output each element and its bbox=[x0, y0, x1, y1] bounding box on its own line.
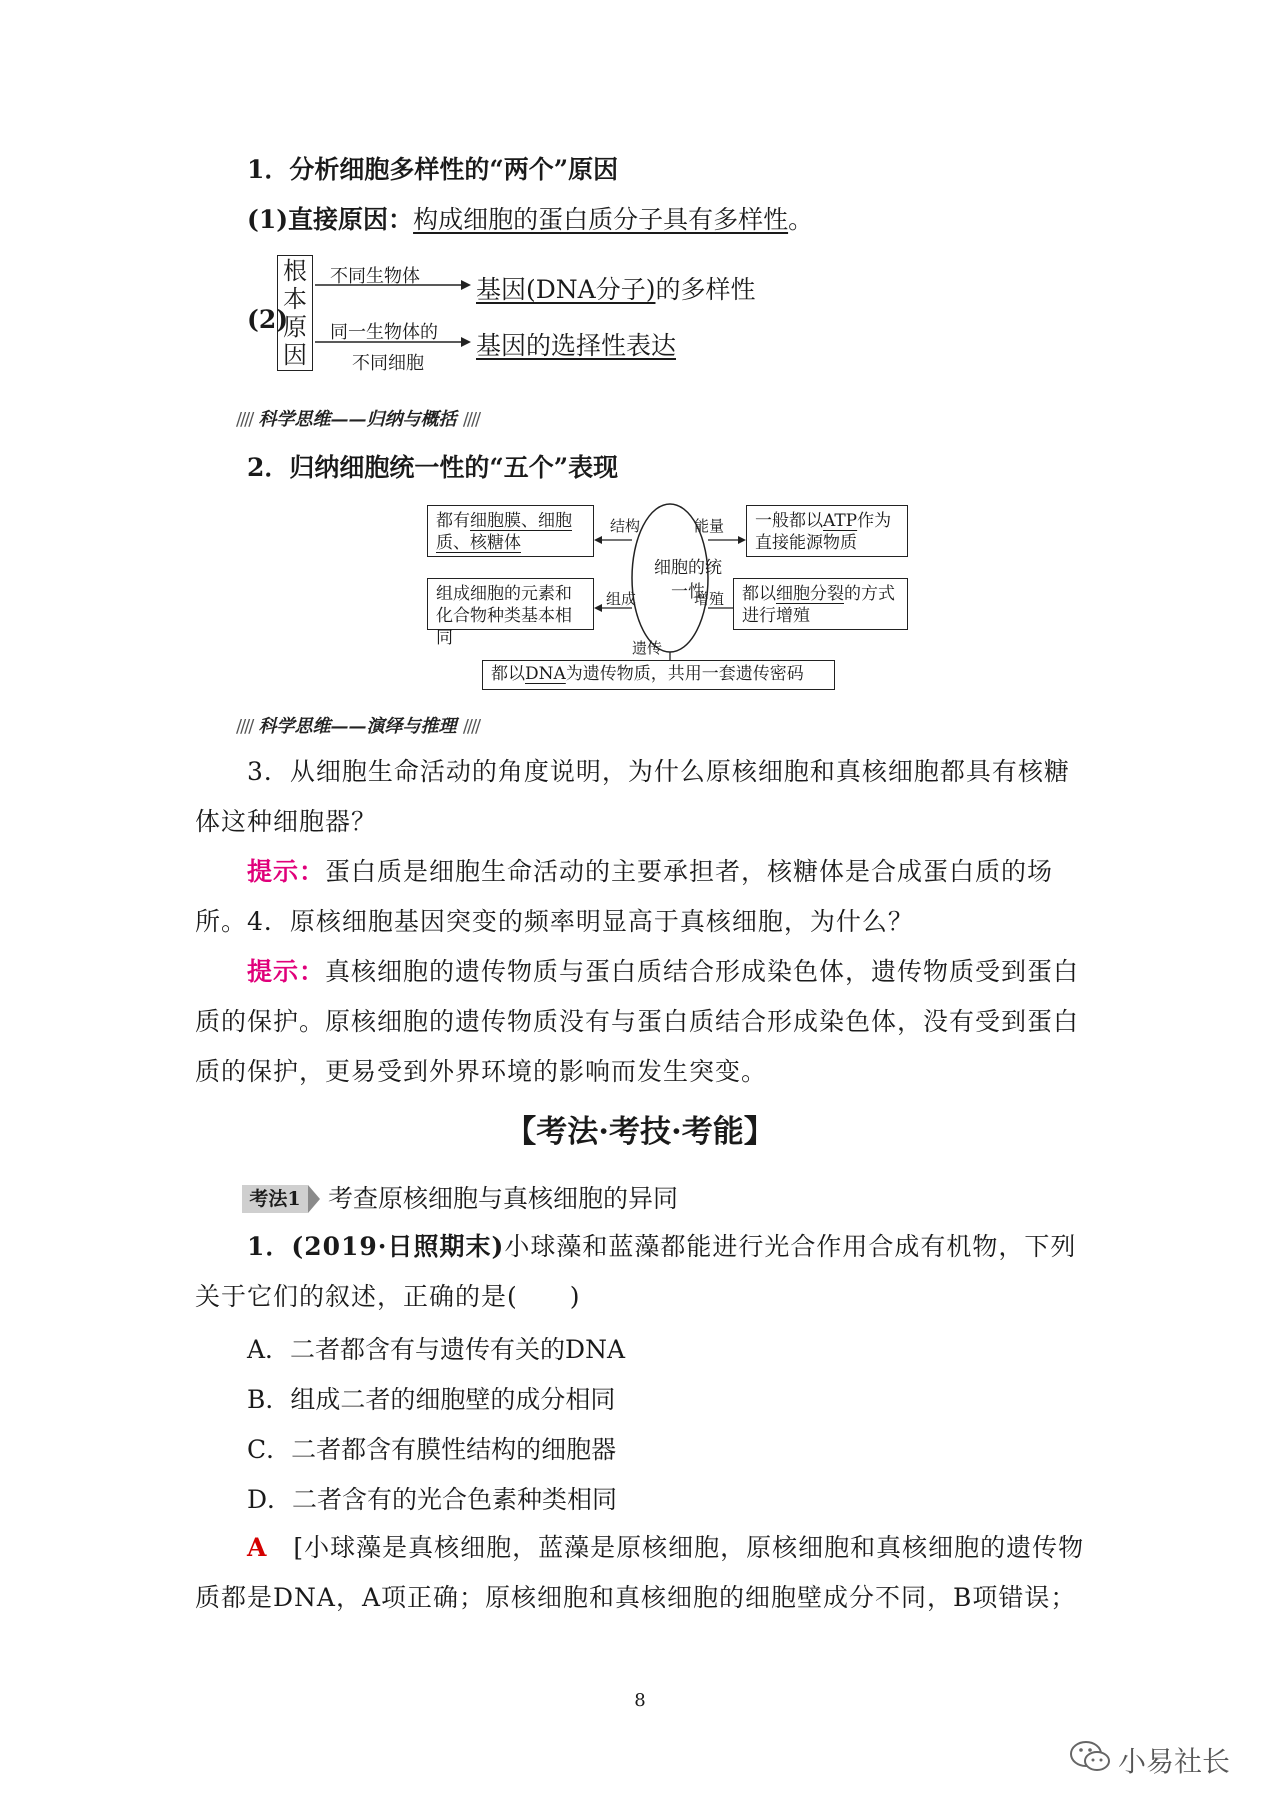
method-1-title: 考查原核细胞与真核细胞的异同 bbox=[328, 1184, 679, 1213]
watermark-text: 小易社长 bbox=[1118, 1745, 1231, 1778]
diagram-label-energy: 能量 bbox=[694, 517, 725, 535]
option-c: C．二者都含有膜性结构的细胞器 bbox=[247, 1435, 617, 1464]
diagram-label-proliferation: 增殖 bbox=[694, 590, 725, 608]
question-4-hint: 提示：真核细胞的遗传物质与蛋白质结合形成染色体，遗传物质受到蛋白质的保护。原核细胞的遗传物质没有与蛋白质结合形成染色体，没有受到蛋白质的保护，更易受到外界环境的影响而发生突变。 bbox=[195, 957, 1080, 1086]
diagram-box-energy: 一般都以ATP作为直接能源物质 bbox=[746, 505, 908, 557]
methods-heading: 【考法·考技·考能】 bbox=[505, 1114, 775, 1150]
arrow-label-same-organism: 同一生物体的 bbox=[330, 322, 438, 343]
diagram-box-structure: 都有细胞膜、细胞质、核糖体 bbox=[427, 505, 594, 557]
section-2-title: 2．归纳细胞统一性的“五个”表现 bbox=[247, 453, 619, 482]
root-cause-box: 根本原因 bbox=[277, 255, 313, 371]
section-1-title: 1．分析细胞多样性的“两个”原因 bbox=[247, 155, 619, 184]
section-1-direct-cause: (1)直接原因：构成细胞的蛋白质分子具有多样性。 bbox=[247, 205, 814, 234]
diagram-center-label: 细胞的统一性 bbox=[654, 558, 722, 602]
page-number: 8 bbox=[634, 1690, 646, 1711]
diagram-label-composition: 组成 bbox=[606, 590, 637, 608]
wechat-icon bbox=[1068, 1738, 1112, 1778]
mc-question: 1．(2019·日照期末)小球藻和蓝藻都能进行光合作用合成有机物，下列关于它们的叙述，正确的是( ) bbox=[195, 1232, 1077, 1311]
diversity-result: 基因(DNA分子)的多样性 bbox=[476, 275, 756, 304]
section-1-item-2-label: (2) bbox=[247, 305, 289, 334]
method-1-label: 考法1 bbox=[242, 1185, 308, 1213]
section-label-deduction: //// 科学思维——演绎与推理 //// bbox=[236, 716, 480, 737]
answer-explanation: A [小球藻是真核细胞，蓝藻是原核细胞，原核细胞和真核细胞的遗传物质都是DNA，A项正确；原核细胞和真核细胞的细胞壁成分不同，B项错误； bbox=[195, 1533, 1085, 1612]
question-3-hint: 提示：蛋白质是细胞生命活动的主要承担者，核糖体是合成蛋白质的场所。 bbox=[195, 857, 1054, 936]
option-d: D．二者含有的光合色素种类相同 bbox=[247, 1485, 618, 1514]
option-b: B．组成二者的细胞壁的成分相同 bbox=[247, 1385, 616, 1414]
arrow-label-different-organisms: 不同生物体 bbox=[330, 266, 420, 287]
question-3: 3．从细胞生命活动的角度说明，为什么原核细胞和真核细胞都具有核糖体这种细胞器？ bbox=[195, 757, 1070, 836]
option-a: A．二者都含有与遗传有关的DNA bbox=[247, 1335, 626, 1364]
method-1-arrow-icon bbox=[308, 1185, 320, 1213]
section-label-induction: //// 科学思维——归纳与概括 //// bbox=[236, 409, 480, 430]
question-4: 4．原核细胞基因突变的频率明显高于真核细胞，为什么？ bbox=[247, 907, 914, 936]
diagram-label-heredity: 遗传 bbox=[632, 639, 663, 657]
diagram-label-structure: 结构 bbox=[610, 517, 641, 535]
diagram-box-heredity: 都以DNA为遗传物质，共用一套遗传密码 bbox=[482, 660, 835, 690]
diagram-box-proliferation: 都以细胞分裂的方式进行增殖 bbox=[733, 578, 908, 630]
arrow-label-different-cells: 不同细胞 bbox=[352, 353, 424, 374]
diagram-box-composition: 组成细胞的元素和化合物种类基本相同 bbox=[427, 578, 594, 630]
selective-expression-result: 基因的选择性表达 bbox=[476, 331, 677, 360]
